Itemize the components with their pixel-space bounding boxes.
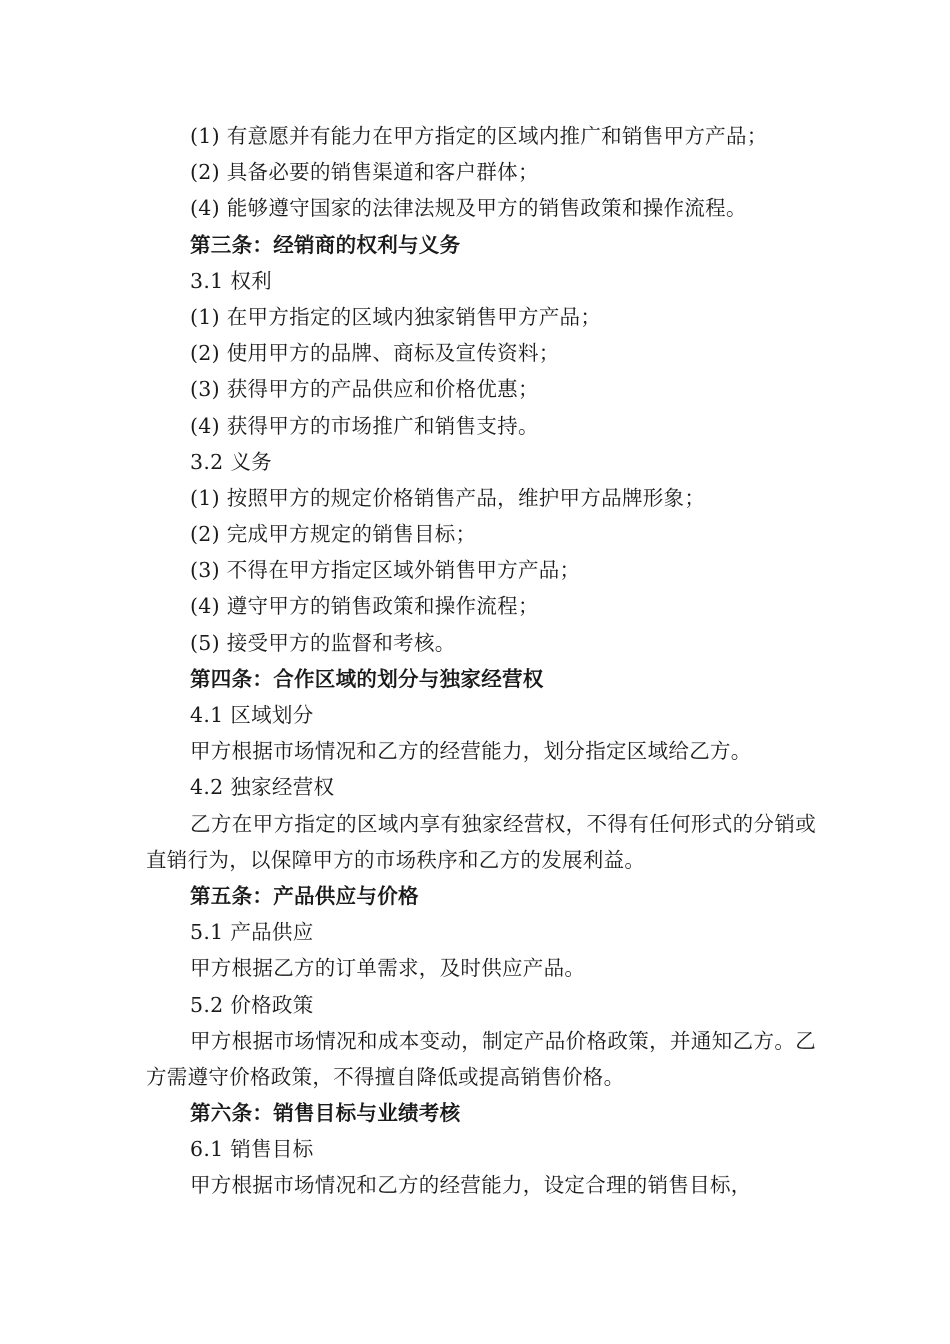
list-item: (4) 遵守甲方的销售政策和操作流程； — [190, 594, 539, 619]
subsection-title: 5.1 产品供应 — [190, 920, 314, 945]
subsection-title: 3.2 义务 — [190, 449, 272, 474]
paragraph-line: 甲方根据市场情况和乙方的经营能力，划分指定区域给乙方。 — [190, 739, 752, 764]
list-item: (3) 获得甲方的产品供应和价格优惠； — [190, 377, 539, 402]
document-body — [146, 118, 816, 1204]
list-item: (2) 使用甲方的品牌、商标及宣传资料； — [190, 341, 560, 366]
section-heading: 第三条：经销商的权利与义务 — [190, 232, 461, 257]
subsection-title: 5.2 价格政策 — [190, 992, 314, 1017]
paragraph-line: 甲方根据乙方的订单需求，及时供应产品。 — [190, 956, 586, 981]
paragraph-line: 甲方根据市场情况和乙方的经营能力，设定合理的销售目标， — [190, 1173, 752, 1198]
paragraph: 甲方根据市场情况和成本变动，制定产品价格政策，并通知乙方。乙方需遵守价格政策，不得擅自降低或提高销售价格。 — [146, 1028, 816, 1089]
paragraph: 乙方在甲方指定的区域内享有独家经营权，不得有任何形式的分销或直销行为，以保障甲方的市场秩序和乙方的发展利益。 — [146, 811, 816, 872]
list-item: (1) 有意愿并有能力在甲方指定的区域内推广和销售甲方产品； — [190, 124, 768, 148]
list-item: (5) 接受甲方的监督和考核。 — [190, 630, 456, 655]
list-item: (2) 完成甲方规定的销售目标； — [190, 522, 477, 547]
section-heading: 第五条：产品供应与价格 — [190, 883, 419, 908]
list-item: (1) 在甲方指定的区域内独家销售甲方产品； — [190, 304, 602, 329]
section-heading: 第六条：销售目标与业绩考核 — [190, 1101, 461, 1126]
list-item: (4) 获得甲方的市场推广和销售支持。 — [190, 413, 539, 438]
list-item: (1) 按照甲方的规定价格销售产品，维护甲方品牌形象； — [190, 485, 706, 510]
subsection-title: 4.2 独家经营权 — [190, 775, 335, 800]
list-item: (4) 能够遵守国家的法律法规及甲方的销售政策和操作流程。 — [190, 196, 747, 221]
list-item: (3) 不得在甲方指定区域外销售甲方产品； — [190, 558, 581, 583]
section-heading: 第四条：合作区域的划分与独家经营权 — [190, 666, 544, 691]
subsection-title: 3.1 权利 — [190, 268, 272, 293]
subsection-title: 6.1 销售目标 — [190, 1137, 314, 1162]
list-item: (2) 具备必要的销售渠道和客户群体； — [190, 160, 539, 185]
subsection-title: 4.1 区域划分 — [190, 703, 314, 727]
